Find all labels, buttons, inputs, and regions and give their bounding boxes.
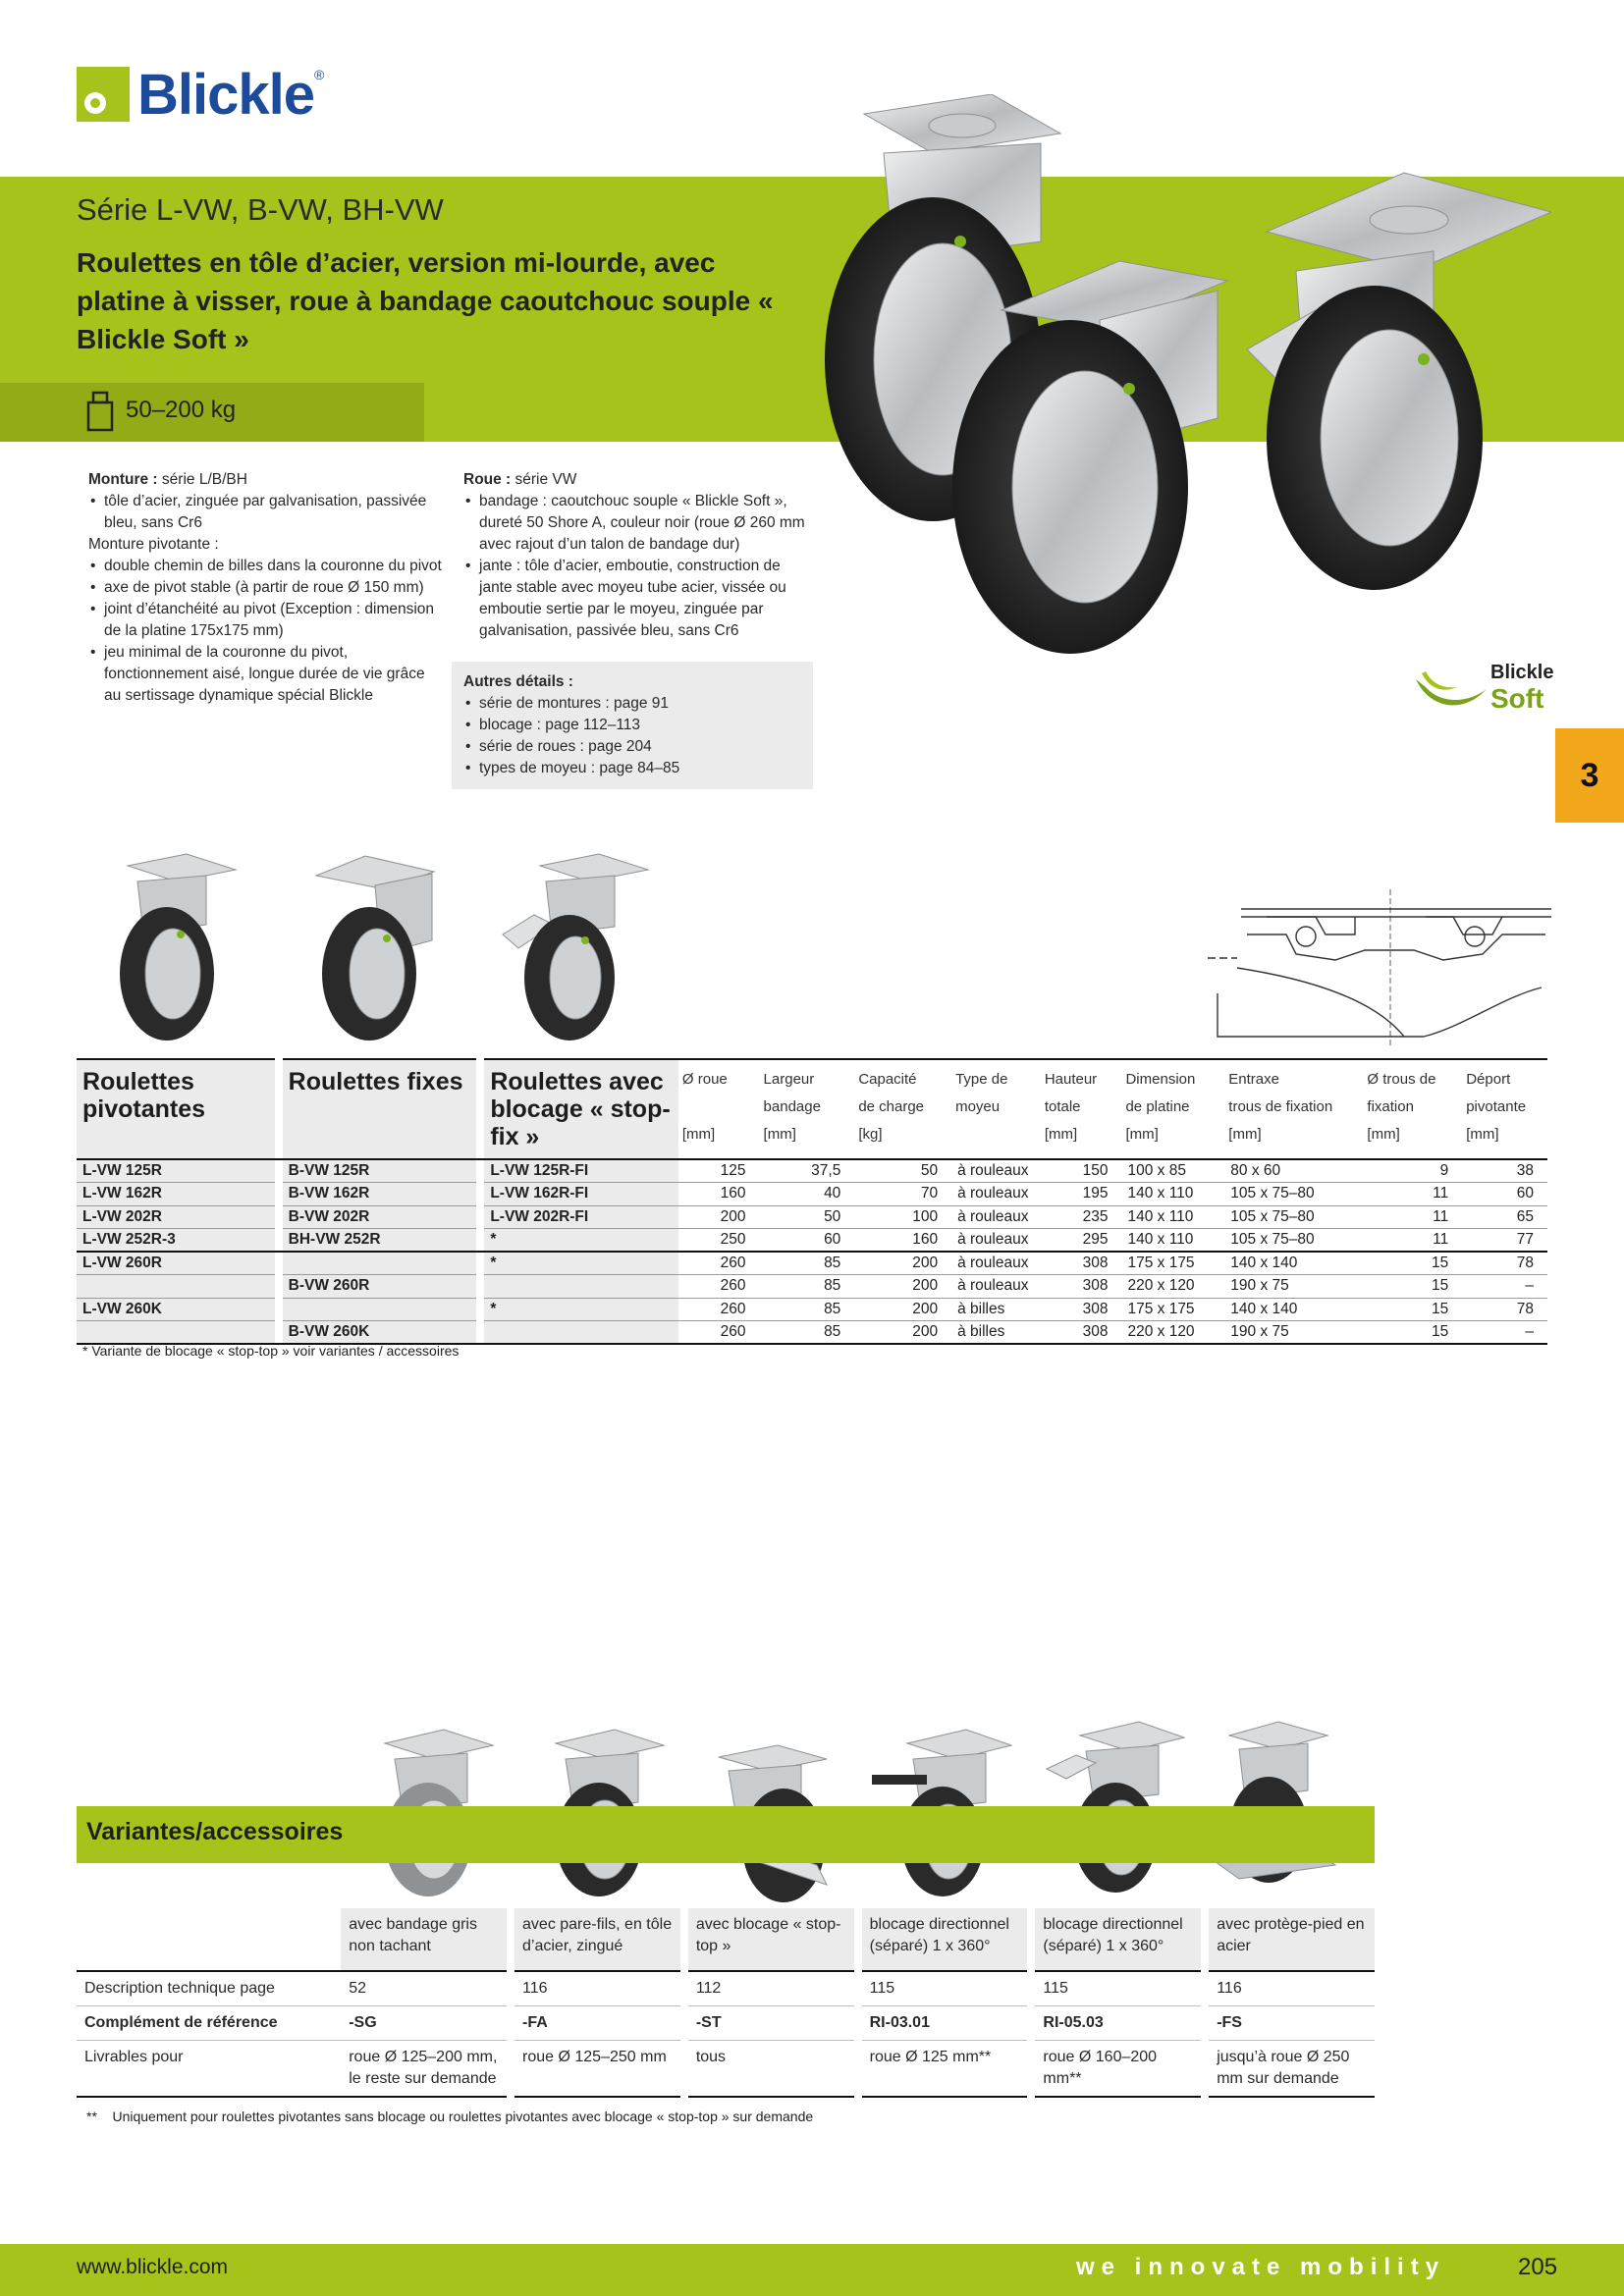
cell-fixed-ref [283, 1252, 477, 1275]
other-detail-link[interactable]: • série de roues : page 204 [463, 736, 801, 758]
col-load-capacity: Capacité de charge [kg] [854, 1059, 951, 1159]
cell-fixed-ref: B-VW 125R [283, 1159, 477, 1183]
cell-wheel-diameter: 125 [678, 1159, 760, 1183]
cell-swivel-ref: L-VW 252R-3 [77, 1229, 275, 1253]
cell-swivel-offset: 60 [1462, 1183, 1547, 1206]
column-gap [275, 1252, 283, 1275]
variant-desc: avec blocage « stop-top » [688, 1908, 854, 1971]
header-fixed-casters: Roulettes fixes [283, 1059, 477, 1159]
cell-tread-width: 85 [760, 1321, 855, 1345]
table-footnote: * Variante de blocage « stop-top » voir variantes / accessoires [82, 1343, 460, 1359]
cell-swivel-offset: – [1462, 1321, 1547, 1345]
mount-value: série L/B/BH [157, 471, 247, 488]
load-capacity-range: 50–200 kg [126, 397, 237, 423]
col-overall-height: Hauteur totale [mm] [1041, 1059, 1122, 1159]
col-tread-width: Largeur bandage [mm] [760, 1059, 855, 1159]
variants-footnote [86, 2109, 813, 2124]
cell-load-capacity: 100 [854, 1205, 951, 1229]
wheel-feature: • bandage : caoutchouc souple « Blickle Soft », dureté 50 Shore A, couleur noir (roue Ø 260 mm avec rajout d’un talon de bandage dur) [463, 491, 817, 556]
cell-overall-height: 195 [1041, 1183, 1122, 1206]
page-number: 205 [1518, 2254, 1558, 2280]
cell-bolt-hole-diameter: 11 [1363, 1183, 1462, 1206]
table-row [77, 1275, 1547, 1299]
cell-bearing-type: à rouleaux [951, 1229, 1041, 1253]
cell-overall-height: 308 [1041, 1275, 1122, 1299]
hero-product-image [805, 94, 1551, 664]
soft-logo-brand: Blickle [1490, 662, 1554, 683]
other-details-title: Autres détails : [463, 673, 573, 690]
variant-directional-lock-2-image [1041, 1712, 1188, 1895]
cell-bolt-hole-diameter: 15 [1363, 1275, 1462, 1299]
mount-feature: • tôle d’acier, zinguée par galvanisation, passivée bleu, sans Cr6 [88, 491, 442, 534]
cell-braked-ref: * [484, 1252, 678, 1275]
variant-availability: tous [688, 2041, 854, 2098]
cell-bearing-type: à billes [951, 1298, 1041, 1321]
cell-bolt-hole-spacing: 190 x 75 [1224, 1275, 1363, 1299]
col-bearing-type: Type de moyeu [951, 1059, 1041, 1159]
wheel-feature: • jante : tôle d’acier, emboutie, construction de jante stable avec moyeu tube acier, vissée ou emboutie sertie par le moyeu, zinguée par galvanisation, passivée bleu, sans Cr6 [463, 556, 817, 642]
swivel-feature: • jeu minimal de la couronne du pivot, fonctionnement aisé, longue durée de vie grâce au sertissage dynamique spécial Blickle [88, 642, 442, 707]
table-row [77, 1159, 1547, 1183]
cell-fixed-ref: B-VW 162R [283, 1183, 477, 1206]
cell-bolt-hole-spacing: 190 x 75 [1224, 1321, 1363, 1345]
cell-braked-ref: * [484, 1229, 678, 1253]
cell-overall-height: 150 [1041, 1159, 1122, 1183]
column-gap [476, 1298, 484, 1321]
column-gap [476, 1159, 484, 1183]
braked-caster-thumbnail [491, 846, 658, 1042]
cell-bolt-hole-spacing: 105 x 75–80 [1224, 1229, 1363, 1253]
column-gap [275, 1183, 283, 1206]
logo-wordmark: Blickle [137, 62, 314, 127]
header-braked-casters: Roulettes avec blocage « stop-fix » [484, 1059, 678, 1159]
logo-mark-icon [77, 67, 130, 122]
cell-braked-ref: L-VW 125R-FI [484, 1159, 678, 1183]
cell-load-capacity: 200 [854, 1252, 951, 1275]
column-gap [275, 1205, 283, 1229]
variant-page[interactable]: 112 [688, 1971, 854, 2006]
cell-bolt-hole-diameter: 11 [1363, 1205, 1462, 1229]
cell-swivel-offset: 65 [1462, 1205, 1547, 1229]
cell-tread-width: 85 [760, 1275, 855, 1299]
table-row [77, 1321, 1547, 1345]
footer-website-link[interactable]: www.blickle.com [77, 2256, 229, 2278]
cell-tread-width: 85 [760, 1252, 855, 1275]
table-row [77, 1298, 1547, 1321]
series-title: Série L-VW, B-VW, BH-VW [77, 192, 444, 227]
variant-page[interactable]: 116 [1209, 1971, 1375, 2006]
table-row [77, 1183, 1547, 1206]
cell-swivel-offset: 78 [1462, 1298, 1547, 1321]
cell-braked-ref [484, 1275, 678, 1299]
cell-tread-width: 40 [760, 1183, 855, 1206]
logo-reg-mark: ® [314, 67, 325, 82]
cell-overall-height: 308 [1041, 1252, 1122, 1275]
cell-plate-dimensions: 140 x 110 [1121, 1205, 1224, 1229]
cell-load-capacity: 200 [854, 1275, 951, 1299]
header-swivel-casters: Roulettes pivotantes [77, 1059, 275, 1159]
cell-tread-width: 37,5 [760, 1159, 855, 1183]
weight-icon [86, 391, 114, 432]
product-table [77, 1058, 1547, 1345]
table-row [77, 1252, 1547, 1275]
cell-plate-dimensions: 140 x 110 [1121, 1229, 1224, 1253]
swivel-feature: • axe de pivot stable (à partir de roue Ø 150 mm) [88, 577, 442, 599]
cell-fixed-ref: BH-VW 252R [283, 1229, 477, 1253]
cell-swivel-offset: 38 [1462, 1159, 1547, 1183]
swivel-mount-label: Monture pivotante : [88, 536, 219, 553]
wheel-label: Roue : [463, 471, 512, 488]
cell-wheel-diameter: 250 [678, 1229, 760, 1253]
cell-swivel-ref: L-VW 125R [77, 1159, 275, 1183]
variant-availability: roue Ø 125–250 mm [514, 2041, 680, 2098]
cell-plate-dimensions: 175 x 175 [1121, 1252, 1224, 1275]
cell-tread-width: 50 [760, 1205, 855, 1229]
cell-swivel-ref: L-VW 162R [77, 1183, 275, 1206]
column-gap [275, 1321, 283, 1345]
cell-load-capacity: 160 [854, 1229, 951, 1253]
variant-page[interactable]: 115 [862, 1971, 1028, 2006]
variant-toe-guard-image [1210, 1712, 1337, 1896]
col-bolt-hole-spacing: Entraxe trous de fixation [mm] [1224, 1059, 1363, 1159]
cell-bolt-hole-spacing: 105 x 75–80 [1224, 1183, 1363, 1206]
mount-label: Monture : [88, 471, 158, 488]
column-gap [476, 1205, 484, 1229]
cell-load-capacity: 200 [854, 1321, 951, 1345]
variant-suffix: RI-03.01 [862, 2006, 1028, 2041]
cell-swivel-offset: 77 [1462, 1229, 1547, 1253]
cell-load-capacity: 70 [854, 1183, 951, 1206]
cell-tread-width: 85 [760, 1298, 855, 1321]
cell-tread-width: 60 [760, 1229, 855, 1253]
cell-overall-height: 308 [1041, 1321, 1122, 1345]
column-gap [275, 1298, 283, 1321]
swivel-feature: • double chemin de billes dans la couronne du pivot [88, 556, 442, 577]
col-bolt-hole-diameter: Ø trous de fixation [mm] [1363, 1059, 1462, 1159]
chapter-tab[interactable]: 3 [1555, 728, 1624, 823]
swivel-caster-thumbnail [98, 846, 245, 1042]
variant-suffix: -FS [1209, 2006, 1375, 2041]
cell-bolt-hole-spacing: 140 x 140 [1224, 1252, 1363, 1275]
cell-wheel-diameter: 260 [678, 1321, 760, 1345]
variant-page[interactable]: 115 [1035, 1971, 1201, 2006]
cell-bolt-hole-spacing: 80 x 60 [1224, 1159, 1363, 1183]
cell-load-capacity: 200 [854, 1298, 951, 1321]
variants-title: Variantes/accessoires [86, 1818, 344, 1845]
other-detail-link[interactable]: • blocage : page 112–113 [463, 715, 801, 736]
cell-bearing-type: à rouleaux [951, 1252, 1041, 1275]
cell-swivel-offset: – [1462, 1275, 1547, 1299]
cell-overall-height: 235 [1041, 1205, 1122, 1229]
cross-section-drawing [1208, 889, 1551, 1046]
fixed-caster-thumbnail [306, 846, 454, 1042]
cell-overall-height: 308 [1041, 1298, 1122, 1321]
cell-swivel-ref: L-VW 260R [77, 1252, 275, 1275]
cell-wheel-diameter: 160 [678, 1183, 760, 1206]
col-plate-dimensions: Dimension de platine [mm] [1121, 1059, 1224, 1159]
description-wheel [463, 469, 817, 642]
variant-desc: blocage directionnel (séparé) 1 x 360° [1035, 1908, 1201, 1971]
column-gap [476, 1321, 484, 1345]
cell-bearing-type: à rouleaux [951, 1159, 1041, 1183]
footnote-mark: ** [86, 2109, 97, 2124]
row-label-suffix: Complément de référence [77, 2006, 341, 2041]
cell-load-capacity: 50 [854, 1159, 951, 1183]
variant-suffix: -ST [688, 2006, 854, 2041]
cell-braked-ref [484, 1321, 678, 1345]
col-swivel-offset: Déport pivotante [mm] [1462, 1059, 1547, 1159]
cell-swivel-ref: L-VW 260K [77, 1298, 275, 1321]
cell-plate-dimensions: 140 x 110 [1121, 1183, 1224, 1206]
variant-availability: roue Ø 125–200 mm, le reste sur demande [341, 2041, 507, 2098]
cell-bearing-type: à rouleaux [951, 1205, 1041, 1229]
brand-logo [77, 63, 324, 126]
table-row [77, 1229, 1547, 1253]
cell-wheel-diameter: 260 [678, 1252, 760, 1275]
cell-braked-ref: L-VW 162R-FI [484, 1183, 678, 1206]
cell-bearing-type: à rouleaux [951, 1275, 1041, 1299]
other-detail-link[interactable]: • série de montures : page 91 [463, 693, 801, 715]
soft-logo-word: Soft [1490, 683, 1544, 714]
col-wheel-diameter: Ø roue [mm] [678, 1059, 760, 1159]
variant-suffix: RI-05.03 [1035, 2006, 1201, 2041]
variant-availability: jusqu’à roue Ø 250 mm sur demande [1209, 2041, 1375, 2098]
cell-plate-dimensions: 220 x 120 [1121, 1275, 1224, 1299]
cell-wheel-diameter: 260 [678, 1298, 760, 1321]
column-gap [476, 1229, 484, 1253]
variant-page[interactable]: 116 [514, 1971, 680, 2006]
cell-braked-ref: L-VW 202R-FI [484, 1205, 678, 1229]
other-detail-link[interactable]: • types de moyeu : page 84–85 [463, 758, 801, 779]
swivel-feature: • joint d’étanchéité au pivot (Exception : dimension de la platine 175x175 mm) [88, 599, 442, 642]
variant-desc: avec pare-fils, en tôle d’acier, zingué [514, 1908, 680, 1971]
cell-bolt-hole-spacing: 140 x 140 [1224, 1298, 1363, 1321]
cell-bolt-hole-diameter: 11 [1363, 1229, 1462, 1253]
cell-swivel-offset: 78 [1462, 1252, 1547, 1275]
variant-suffix: -FA [514, 2006, 680, 2041]
variant-suffix: -SG [341, 2006, 507, 2041]
footer-slogan: we innovate mobility [1076, 2254, 1446, 2280]
variant-desc: blocage directionnel (séparé) 1 x 360° [862, 1908, 1028, 1971]
cell-bearing-type: à billes [951, 1321, 1041, 1345]
cell-fixed-ref: B-VW 260R [283, 1275, 477, 1299]
column-gap [275, 1275, 283, 1299]
cell-fixed-ref: B-VW 260K [283, 1321, 477, 1345]
other-details-box [452, 662, 813, 789]
variants-table [77, 1908, 1375, 2098]
row-label-available: Livrables pour [77, 2041, 341, 2098]
headline: Roulettes en tôle d’acier, version mi-lourde, avec platine à visser, roue à bandage caoutchouc souple « Blickle Soft » [77, 247, 774, 354]
cell-bolt-hole-diameter: 15 [1363, 1321, 1462, 1345]
column-gap [275, 1229, 283, 1253]
footnote-text: Uniquement pour roulettes pivotantes sans blocage ou roulettes pivotantes avec blocage « stop-top » sur demande [112, 2109, 814, 2124]
cell-swivel-ref [77, 1275, 275, 1299]
cell-bolt-hole-diameter: 15 [1363, 1298, 1462, 1321]
column-gap [476, 1183, 484, 1206]
cell-wheel-diameter: 200 [678, 1205, 760, 1229]
variant-desc: avec protège-pied en acier [1209, 1908, 1375, 1971]
cell-plate-dimensions: 220 x 120 [1121, 1321, 1224, 1345]
wheel-value: série VW [511, 471, 577, 488]
cell-bearing-type: à rouleaux [951, 1183, 1041, 1206]
column-gap [476, 1252, 484, 1275]
cell-bolt-hole-spacing: 105 x 75–80 [1224, 1205, 1363, 1229]
cell-plate-dimensions: 175 x 175 [1121, 1298, 1224, 1321]
variant-availability: roue Ø 160–200 mm** [1035, 2041, 1201, 2098]
variant-availability: roue Ø 125 mm** [862, 2041, 1028, 2098]
variant-page[interactable]: 52 [341, 1971, 507, 2006]
cell-fixed-ref [283, 1298, 477, 1321]
cell-overall-height: 295 [1041, 1229, 1122, 1253]
cell-swivel-ref [77, 1321, 275, 1345]
cell-bolt-hole-diameter: 15 [1363, 1252, 1462, 1275]
cell-plate-dimensions: 100 x 85 [1121, 1159, 1224, 1183]
cell-swivel-ref: L-VW 202R [77, 1205, 275, 1229]
cell-braked-ref: * [484, 1298, 678, 1321]
description-mount [88, 469, 442, 707]
variant-desc: avec bandage gris non tachant [341, 1908, 507, 1971]
column-gap [275, 1159, 283, 1183]
table-row [77, 1205, 1547, 1229]
blickle-soft-swoosh-icon [1412, 664, 1490, 719]
column-gap [476, 1275, 484, 1299]
cell-bolt-hole-diameter: 9 [1363, 1159, 1462, 1183]
cell-fixed-ref: B-VW 202R [283, 1205, 477, 1229]
cell-wheel-diameter: 260 [678, 1275, 760, 1299]
row-label-tech-page: Description technique page [77, 1971, 341, 2006]
